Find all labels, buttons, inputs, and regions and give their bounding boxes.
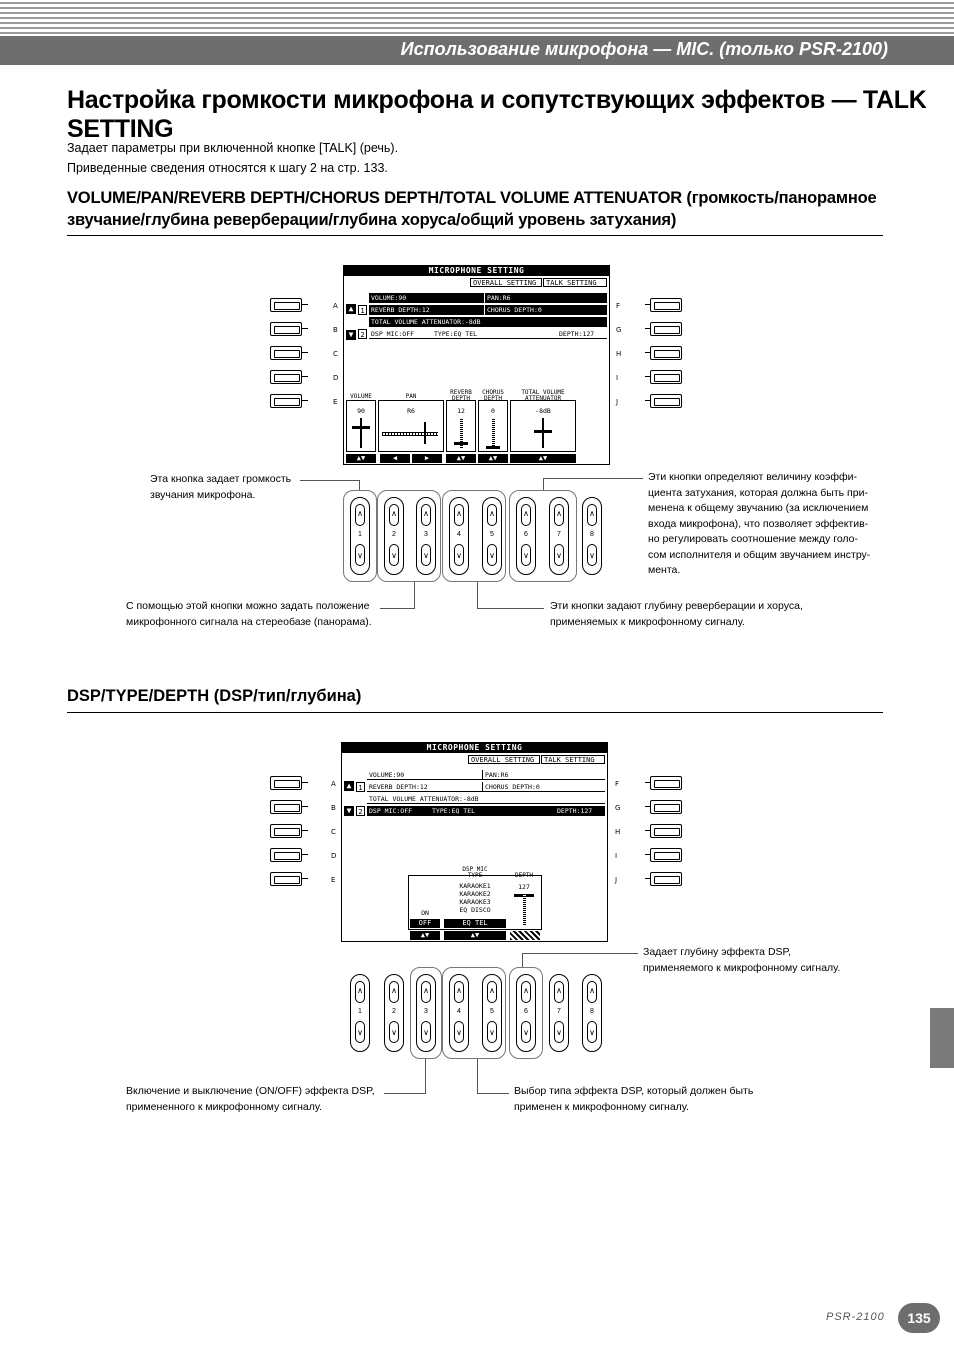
scroll-down-icon[interactable]: ▼ <box>346 330 356 340</box>
leader-volume <box>300 480 360 481</box>
label-chorus-2: DEPTH <box>483 395 503 402</box>
leader-type <box>477 1093 509 1094</box>
leader-reverb-v <box>477 582 478 609</box>
note-depth-line-1: Задает глубину эффекта DSP, <box>643 946 792 958</box>
number-label-1: 1 <box>358 1008 362 1015</box>
lcd-row-reverb-chorus[interactable] <box>367 782 605 792</box>
lcd-volume: VOLUME:90 <box>369 771 405 779</box>
lcd-row-dsp[interactable] <box>367 806 605 816</box>
side-button-h[interactable] <box>650 346 682 360</box>
section2-rule <box>67 712 883 713</box>
chapter-header <box>0 36 954 65</box>
leader-type-v <box>477 1059 478 1094</box>
side-button-e[interactable] <box>270 394 302 408</box>
number-label-6: 6 <box>524 1008 528 1015</box>
lcd-reverb-depth: REVERB DEPTH:12 <box>369 783 428 791</box>
lcd-row-volume-pan[interactable] <box>369 293 607 303</box>
side-button-c[interactable] <box>270 346 302 360</box>
number-label-4: 4 <box>457 1008 461 1015</box>
chapter-thumb-tab <box>930 1008 954 1068</box>
lcd-parameter-rows <box>367 770 605 820</box>
leader-onoff-v <box>425 1059 426 1094</box>
up-icon: ∧ <box>587 504 597 526</box>
side-button-c[interactable] <box>270 824 302 838</box>
up-icon: ∧ <box>389 504 399 526</box>
up-icon: ∧ <box>421 504 431 526</box>
attenuator-updown-icon[interactable]: ▲▼ <box>510 454 576 463</box>
down-icon: ∨ <box>355 544 365 566</box>
number-button-2[interactable] <box>384 974 404 1052</box>
number-label-8: 8 <box>590 531 594 538</box>
lcd-dsp-type: TYPE:EQ TEL <box>432 807 476 815</box>
type-option-karaoke3: KARAOKE3 <box>459 898 491 906</box>
note-reverb-line-1: Эти кнопки задают глубину реверберации и хоруса, <box>550 600 803 612</box>
value-depth: 127 <box>518 883 530 891</box>
label-reverb-2: DEPTH <box>451 395 471 402</box>
pan-right-icon[interactable]: ▶ <box>412 454 442 463</box>
lcd-row-dsp[interactable] <box>369 329 607 339</box>
intro-text <box>67 138 398 178</box>
side-letter-e: E <box>333 398 338 406</box>
lcd-chorus-depth: CHORUS DEPTH:0 <box>484 305 542 315</box>
leader-attenuator <box>543 478 643 479</box>
section1-rule <box>67 235 883 236</box>
note-attenuator-line-4: входа микрофона), что позволяет эффектив- <box>648 517 869 530</box>
number-button-8[interactable] <box>582 497 602 575</box>
down-icon: ∨ <box>421 544 431 566</box>
side-letter-g: G <box>615 804 621 812</box>
side-letter-f: F <box>616 302 621 310</box>
side-letter-a: A <box>333 302 338 310</box>
down-icon: ∨ <box>487 1021 497 1043</box>
side-button-b[interactable] <box>270 800 302 814</box>
lcd-pan: PAN:R6 <box>482 770 508 780</box>
lcd-tabs <box>468 755 606 765</box>
lcd-screen-1 <box>343 265 610 465</box>
lcd-row-reverb-chorus[interactable] <box>369 305 607 315</box>
side-button-a[interactable] <box>270 298 302 312</box>
note-attenuator-line-2: циента затухания, которая должна быть при- <box>648 486 868 499</box>
attenuator-slider <box>542 418 544 448</box>
side-button-f[interactable] <box>650 776 682 790</box>
tab-overall-setting[interactable]: OVERALL SETTING <box>468 755 540 764</box>
down-icon: ∨ <box>521 1021 531 1043</box>
side-button-a[interactable] <box>270 776 302 790</box>
row-number-1: 1 <box>356 782 365 792</box>
dsp-onoff-updown-icon[interactable]: ▲▼ <box>410 931 440 940</box>
row-number-2: 2 <box>356 806 365 816</box>
down-icon: ∨ <box>454 544 464 566</box>
leader-attenuator-v <box>543 478 544 490</box>
note-attenuator-line-6: сом исполнителя и общим звучанием инстру- <box>648 548 871 561</box>
note-depth-line-2: применяемого к микрофонному сигналу. <box>643 961 841 974</box>
down-icon: ∨ <box>521 544 531 566</box>
footer-model: PSR-2100 <box>826 1311 885 1323</box>
side-button-b[interactable] <box>270 322 302 336</box>
note-onoff <box>126 1084 375 1115</box>
side-letter-b: B <box>331 804 336 812</box>
number-label-2: 2 <box>392 531 396 538</box>
side-letter-f: F <box>615 780 620 788</box>
side-letter-i: I <box>616 374 619 382</box>
type-option-karaoke1: KARAOKE1 <box>459 882 491 890</box>
number-label-1: 1 <box>358 531 362 538</box>
note-depth <box>643 945 840 976</box>
down-icon: ∨ <box>587 1021 597 1043</box>
number-button-5[interactable] <box>482 497 502 575</box>
side-letter-i: I <box>615 852 618 860</box>
note-reverb-line-2: применяемых к микрофонному сигналу. <box>550 615 745 628</box>
number-button-5[interactable] <box>482 974 502 1052</box>
volume-updown-icon[interactable]: ▲▼ <box>346 454 376 463</box>
number-label-4: 4 <box>457 531 461 538</box>
lcd-parameter-rows <box>369 293 607 343</box>
number-button-2[interactable] <box>384 497 404 575</box>
up-icon: ∧ <box>521 981 531 1003</box>
side-letter-j: J <box>616 398 619 406</box>
value-total: -8dB <box>535 407 551 415</box>
note-type-line-1: Выбор типа эффекта DSP, который должен быть <box>514 1085 754 1097</box>
number-button-7[interactable] <box>549 974 569 1052</box>
note-attenuator-line-7: мента. <box>648 564 681 576</box>
side-button-d[interactable] <box>270 370 302 384</box>
section1-heading-line1: VOLUME/PAN/REVERB DEPTH/CHORUS DEPTH/TOTAL VOLUME ATTENUATOR (громкость/панорамное <box>67 189 877 207</box>
up-icon: ∧ <box>355 981 365 1003</box>
leader-pan <box>380 608 415 609</box>
chorus-updown-icon[interactable]: ▲▼ <box>478 454 508 463</box>
dsp-depth-hatched-button[interactable] <box>510 931 540 940</box>
up-icon: ∧ <box>487 981 497 1003</box>
side-button-f[interactable] <box>650 298 682 312</box>
dsp-type-updown-icon[interactable]: ▲▼ <box>444 931 506 940</box>
down-icon: ∨ <box>454 1021 464 1043</box>
leader-depth-v <box>522 953 523 967</box>
up-icon: ∧ <box>587 981 597 1003</box>
note-attenuator-line-5: но регулировать соотношение между голо- <box>648 533 859 545</box>
down-icon: ∨ <box>421 1021 431 1043</box>
note-onoff-line-1: Включение и выключение (ON/OFF) эффекта DSP, <box>126 1085 375 1097</box>
note-type-line-2: применен к микрофонному сигналу. <box>514 1100 689 1113</box>
lcd-row-attenuator[interactable] <box>367 794 605 804</box>
value-volume: 90 <box>357 407 365 415</box>
depth-slider <box>523 895 526 925</box>
up-icon: ∧ <box>355 504 365 526</box>
leader-onoff <box>384 1093 426 1094</box>
side-button-i[interactable] <box>650 848 682 862</box>
label-total-2: ATTENUATOR <box>524 395 562 402</box>
volume-slider-knob <box>352 426 370 429</box>
lcd-chorus-depth: CHORUS DEPTH:0 <box>482 782 540 792</box>
lcd-screen-2 <box>341 742 608 942</box>
down-icon: ∨ <box>389 544 399 566</box>
reverb-slider-knob <box>454 442 468 445</box>
value-pan: R6 <box>407 407 415 415</box>
side-letter-j: J <box>615 876 618 884</box>
label-depth: DEPTH <box>514 872 534 879</box>
up-icon: ∧ <box>389 981 399 1003</box>
side-button-j[interactable] <box>650 872 682 886</box>
side-button-j[interactable] <box>650 394 682 408</box>
reverb-updown-icon[interactable]: ▲▼ <box>446 454 476 463</box>
side-letter-e: E <box>331 876 336 884</box>
tab-talk-setting[interactable]: TALK SETTING <box>543 278 607 287</box>
header-stripes <box>0 0 954 36</box>
number-button-7[interactable] <box>549 497 569 575</box>
note-onoff-line-2: примененного к микрофонному сигналу. <box>126 1100 322 1113</box>
note-reverb <box>550 599 803 630</box>
side-button-i[interactable] <box>650 370 682 384</box>
up-icon: ∧ <box>421 981 431 1003</box>
number-label-7: 7 <box>557 1008 561 1015</box>
number-label-3: 3 <box>424 531 428 538</box>
note-volume-line-1: Эта кнопка задает громкость <box>150 473 292 485</box>
down-icon: ∨ <box>587 544 597 566</box>
side-letter-c: C <box>333 350 338 358</box>
attenuator-slider-knob <box>534 430 552 433</box>
number-button-8[interactable] <box>582 974 602 1052</box>
up-icon: ∧ <box>554 981 564 1003</box>
scroll-up-icon[interactable]: ▲ <box>344 781 354 791</box>
leader-pan-v <box>414 582 415 609</box>
number-button-4[interactable] <box>449 497 469 575</box>
lcd-row-attenuator[interactable] <box>369 317 607 327</box>
lcd-pan: PAN:R6 <box>484 293 510 303</box>
note-pan <box>126 599 372 630</box>
number-button-4[interactable] <box>449 974 469 1052</box>
number-label-8: 8 <box>590 1008 594 1015</box>
note-volume-line-2: звучания микрофона. <box>150 488 256 501</box>
lcd-row-volume-pan[interactable] <box>367 770 605 780</box>
lcd-title: MICROPHONE SETTING <box>344 266 609 276</box>
note-pan-line-2: микрофонного сигнала на стереобазе (панорама). <box>126 615 372 628</box>
row-number-1: 1 <box>358 305 367 315</box>
pan-slider-knob <box>424 422 426 444</box>
note-type <box>514 1084 753 1115</box>
type-option-eq-disco: EQ DISCO <box>459 906 491 914</box>
label-type: TYPE <box>467 872 483 879</box>
up-icon: ∧ <box>554 504 564 526</box>
pan-slider <box>382 432 438 436</box>
side-letter-h: H <box>616 350 622 358</box>
side-letter-a: A <box>331 780 336 788</box>
intro-line-2: Приведенные сведения относятся к шагу 2 на стр. 133. <box>67 161 388 175</box>
side-button-d[interactable] <box>270 848 302 862</box>
label-total-1: TOTAL VOLUME <box>521 389 565 396</box>
side-button-e[interactable] <box>270 872 302 886</box>
note-volume <box>150 472 291 503</box>
chapter-title: Использование микрофона — MIC. (только PSR-2100) <box>400 39 888 59</box>
row-number-2: 2 <box>358 329 367 339</box>
value-reverb: 12 <box>457 407 465 415</box>
number-button-3[interactable] <box>416 974 436 1052</box>
up-icon: ∧ <box>487 504 497 526</box>
label-dsp-mic: DSP MIC <box>462 866 488 873</box>
chorus-slider <box>492 418 495 448</box>
number-label-6: 6 <box>524 531 528 538</box>
page-title: Настройка громкости микрофона и сопутствующих эффектов — TALK SETTING <box>67 86 927 143</box>
number-button-1[interactable] <box>350 497 370 575</box>
up-icon: ∧ <box>454 504 464 526</box>
number-button-6[interactable] <box>516 974 536 1052</box>
lcd-dsp-mic: DSP MIC:OFF <box>369 807 413 815</box>
down-icon: ∨ <box>487 544 497 566</box>
leader-depth <box>522 953 638 954</box>
section2-heading: DSP/TYPE/DEPTH (DSP/тип/глубина) <box>67 687 362 705</box>
lcd-total-attenuator: TOTAL VOLUME ATTENUATOR:-8dB <box>371 318 481 326</box>
page-number: 135 <box>898 1303 940 1333</box>
section1-heading <box>67 187 883 231</box>
side-button-h[interactable] <box>650 824 682 838</box>
side-letter-g: G <box>616 326 622 334</box>
note-attenuator-line-3: менена к общему звучанию (за исключением <box>648 502 869 514</box>
note-attenuator <box>648 470 870 579</box>
side-button-g[interactable] <box>650 322 682 336</box>
note-pan-line-1: С помощью этой кнопки можно задать положение <box>126 600 370 612</box>
label-chorus-1: CHORUS <box>482 389 504 396</box>
up-icon: ∧ <box>521 504 531 526</box>
side-button-g[interactable] <box>650 800 682 814</box>
pan-left-icon[interactable]: ◀ <box>380 454 410 463</box>
number-button-3[interactable] <box>416 497 436 575</box>
lcd-tabs <box>470 278 608 288</box>
volume-slider <box>360 418 362 448</box>
lcd-total-attenuator: TOTAL VOLUME ATTENUATOR:-8dB <box>369 795 479 803</box>
number-button-6[interactable] <box>516 497 536 575</box>
lcd-dsp-depth: DEPTH:127 <box>559 330 595 338</box>
lcd-dsp-mic: DSP MIC:OFF <box>371 330 415 338</box>
number-label-2: 2 <box>392 1008 396 1015</box>
up-icon: ∧ <box>454 981 464 1003</box>
dsp-type-selected: EQ TEL <box>444 919 506 928</box>
section1-heading-line2: звучание/глубина реверберации/глубина хоруса/общий уровень затухания) <box>67 211 677 229</box>
label-reverb-1: REVERB <box>450 389 472 396</box>
lcd-volume: VOLUME:90 <box>371 294 407 302</box>
scroll-down-icon[interactable]: ▼ <box>344 806 354 816</box>
chorus-slider-knob <box>486 446 500 449</box>
number-button-1[interactable] <box>350 974 370 1052</box>
scroll-up-icon[interactable]: ▲ <box>346 304 356 314</box>
side-letter-b: B <box>333 326 338 334</box>
tab-overall-setting[interactable]: OVERALL SETTING <box>470 278 542 287</box>
label-volume: VOLUME <box>350 393 372 400</box>
number-label-5: 5 <box>490 1008 494 1015</box>
lcd-title: MICROPHONE SETTING <box>342 743 607 753</box>
type-option-karaoke2: KARAOKE2 <box>459 890 491 898</box>
dsp-on-label: ON <box>421 909 429 917</box>
down-icon: ∨ <box>554 1021 564 1043</box>
lcd-reverb-depth: REVERB DEPTH:12 <box>371 306 430 314</box>
tab-talk-setting[interactable]: TALK SETTING <box>541 755 605 764</box>
down-icon: ∨ <box>554 544 564 566</box>
side-letter-h: H <box>615 828 621 836</box>
side-letter-c: C <box>331 828 336 836</box>
value-chorus: 0 <box>491 407 495 415</box>
number-label-3: 3 <box>424 1008 428 1015</box>
side-letter-d: D <box>331 852 337 860</box>
intro-line-1: Задает параметры при включенной кнопке [TALK] (речь). <box>67 141 399 155</box>
down-icon: ∨ <box>389 1021 399 1043</box>
lcd-dsp-type: TYPE:EQ TEL <box>434 330 478 338</box>
side-letter-d: D <box>333 374 339 382</box>
leader-volume-v <box>359 480 360 490</box>
number-label-7: 7 <box>557 531 561 538</box>
number-label-5: 5 <box>490 531 494 538</box>
note-attenuator-line-1: Эти кнопки определяют величину коэффи- <box>648 471 858 483</box>
down-icon: ∨ <box>355 1021 365 1043</box>
label-pan: PAN <box>405 393 417 400</box>
lcd-dsp-depth: DEPTH:127 <box>557 807 593 815</box>
leader-reverb <box>477 608 544 609</box>
dsp-off-value: OFF <box>410 919 440 928</box>
